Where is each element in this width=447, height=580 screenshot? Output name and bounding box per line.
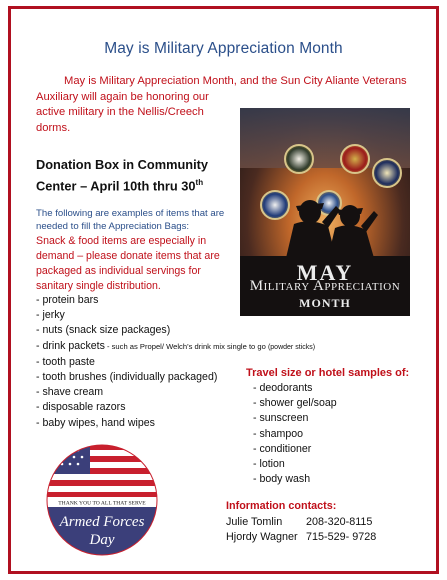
list-item: - jerky [36, 309, 65, 322]
badge-line-2: Day [89, 532, 115, 548]
examples-text: The following are examples of items that are needed to fill the Appreciation Bags: [36, 208, 225, 232]
donation-line-2: Center – April 10th thru 30 [36, 177, 196, 193]
drink-main: - drink packets [36, 339, 105, 352]
travel-item-list [253, 381, 337, 487]
list-item: - disposable razors [36, 401, 126, 414]
donation-box-heading [36, 156, 246, 194]
contact-name: Julie Tomlin [226, 516, 283, 528]
intro-line: active military in the Nellis/Creech [36, 106, 204, 118]
list-item: - baby wipes, hand wipes [36, 416, 155, 429]
list-item: - sunscreen [253, 412, 309, 425]
contact-row [226, 531, 376, 543]
list-item: - nuts (snack size packages) [36, 324, 171, 337]
list-item: - body wash [253, 473, 311, 486]
drink-detail: - such as Propel/ Welch’s drink mix single to go [104, 341, 268, 351]
poster-line-1: MAY [296, 260, 354, 285]
list-item: - shave cream [36, 386, 104, 399]
list-item: - shampoo [253, 427, 304, 440]
badge-line-1: Armed Forces [59, 514, 145, 530]
badge-top-text: THANK YOU TO ALL THAT SERVE [58, 500, 146, 507]
intro-line: Auxiliary will again be honoring our [36, 90, 209, 103]
page-title: May is Military Appreciation Month [104, 40, 343, 57]
list-item: - tooth brushes (individually packaged) [36, 371, 218, 384]
donation-line-1: Donation Box in Community [36, 157, 209, 172]
poster-line-2: Military Appreciation [249, 278, 401, 294]
list-item: - deodorants [253, 382, 313, 394]
info-heading: Information contacts: [226, 500, 337, 512]
drink-note: (powder sticks) [267, 343, 316, 351]
military-appreciation-poster [240, 108, 410, 316]
travel-heading: Travel size or hotel samples of: [246, 367, 410, 379]
snack-note: Snack & food items are especially in demand – please donate items that are packaged as individual servings for sanitary single distribution. [36, 235, 220, 292]
donation-suffix: th [195, 177, 204, 187]
list-item: - conditioner [253, 442, 312, 455]
contact-phone: 208-320-8115 [306, 516, 373, 528]
intro-lead: May is Military Appreciation Month, and the Sun City Aliante Veterans [64, 75, 407, 87]
armed-forces-day-badge [46, 444, 158, 556]
list-item: - protein bars [36, 294, 99, 306]
list-item: - shower gel/soap [253, 397, 337, 410]
list-item-drink-packets [36, 339, 315, 355]
intro-line: dorms. [36, 121, 71, 134]
poster-line-3: MONTH [299, 296, 351, 310]
list-item: - tooth paste [36, 355, 95, 368]
contact-row [226, 516, 372, 528]
contact-phone: 715-529- 9728 [306, 531, 377, 543]
list-item: - lotion [253, 458, 285, 471]
contact-name: Hjordy Wagner [226, 531, 298, 543]
